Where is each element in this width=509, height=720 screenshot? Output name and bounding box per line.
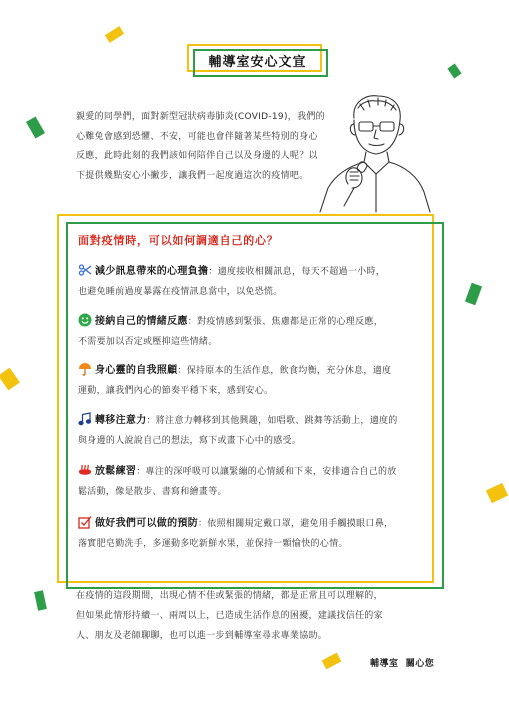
speaker-illustration (314, 88, 434, 216)
tip-text: ：專注的深呼吸可以讓緊繃的心情緩和下來，安排適合自己的放 (136, 467, 397, 477)
section-heading: 面對疫情時，可以如何調適自己的心？ (78, 234, 279, 247)
intro-line: 反應，此時此刻的我們該如何陪伴自己以及身邊的人呢？以 (76, 151, 318, 161)
scissors-icon (78, 263, 92, 277)
page-title: 輔導室安心文宣 (208, 55, 307, 70)
title-frame (187, 44, 326, 74)
confetti-green (34, 590, 47, 610)
umbrella-icon (78, 362, 92, 376)
tip-text: ：對疫情感到緊張、焦慮都是正常的心理反應， (187, 317, 384, 327)
tip-text: 運動，讓我們內心的節奏平穩下來，感到安心。 (78, 386, 274, 396)
confetti-green (465, 283, 482, 306)
tip-text: 與身邊的人說說自己的想法，寫下或畫下心中的感受。 (78, 436, 302, 446)
tip-title: 減少訊息帶來的心理負擔 (95, 266, 209, 277)
intro-line: 心難免會感到恐懼、不安，可能也會伴隨著某些特別的身心 (76, 131, 318, 142)
intro-line: 下提供幾點安心小撇步，讓我們一起度過這次的疫情吧。 (76, 170, 309, 181)
tip-item (78, 462, 423, 502)
tip-item (78, 514, 423, 554)
tip-text: 也避免睡前過度暴露在疫情訊息當中，以免恐慌。 (78, 287, 283, 297)
checkbox-icon (78, 515, 92, 529)
tip-title: 轉移注意力 (95, 415, 147, 426)
closing-line: 在疫情的這段期間，出現心情不佳或緊張的情緒，都是正常且可以理解的， (76, 591, 383, 601)
signature: 輔導室 關心您 (370, 659, 435, 669)
confetti-green (26, 117, 45, 139)
tip-text: ：適度接收相關訊息，每天不超過一小時， (208, 267, 386, 277)
smiley-icon (78, 313, 92, 327)
closing-line: 人、朋友及老師聊聊，也可以進一步到輔導室尋求專業協助。 (76, 631, 328, 641)
confetti-yellow (486, 483, 508, 503)
tip-title: 放鬆練習 (95, 466, 137, 477)
intro-line: 親愛的同學們，面對新型冠狀病毒肺炎(COVID-19)，我們的 (76, 112, 325, 122)
music-note-icon (78, 412, 92, 426)
tip-text: 落實肥皂勤洗手，多運動多吃新鮮水果，並保持一顆愉快的心情。 (78, 539, 348, 549)
tip-item (78, 411, 423, 451)
tip-item (78, 361, 423, 401)
hot-spring-icon (78, 463, 92, 477)
closing-paragraph (76, 586, 446, 646)
closing-line: 但如果此情形持續一、兩周以上，已造成生活作息的困擾，建議找信任的家 (76, 611, 383, 621)
tip-item (78, 312, 423, 352)
tip-text: ：保持原本的生活作息，飲食均衡，充分休息，適度 (177, 366, 392, 376)
tip-text: 不需要加以否定或壓抑這些情緒。 (78, 337, 218, 347)
tip-item (78, 262, 423, 302)
tip-title: 接納自己的情緒反應 (95, 316, 188, 327)
confetti-yellow (105, 26, 124, 43)
tip-text: ：將注意力轉移到其他興趣，如唱歌、跳舞等活動上，適度的 (146, 416, 398, 426)
confetti-yellow (0, 368, 20, 391)
tip-title: 做好我們可以做的預防 (95, 518, 198, 529)
confetti-green (447, 64, 461, 79)
tip-title: 身心靈的自我照顧 (95, 365, 178, 376)
tip-text: ：依照相關規定戴口罩，避免用手觸摸眼口鼻， (198, 519, 394, 529)
confetti-yellow (322, 653, 342, 670)
tip-text: 鬆活動，像是散步、書寫和繪畫等。 (78, 487, 227, 497)
